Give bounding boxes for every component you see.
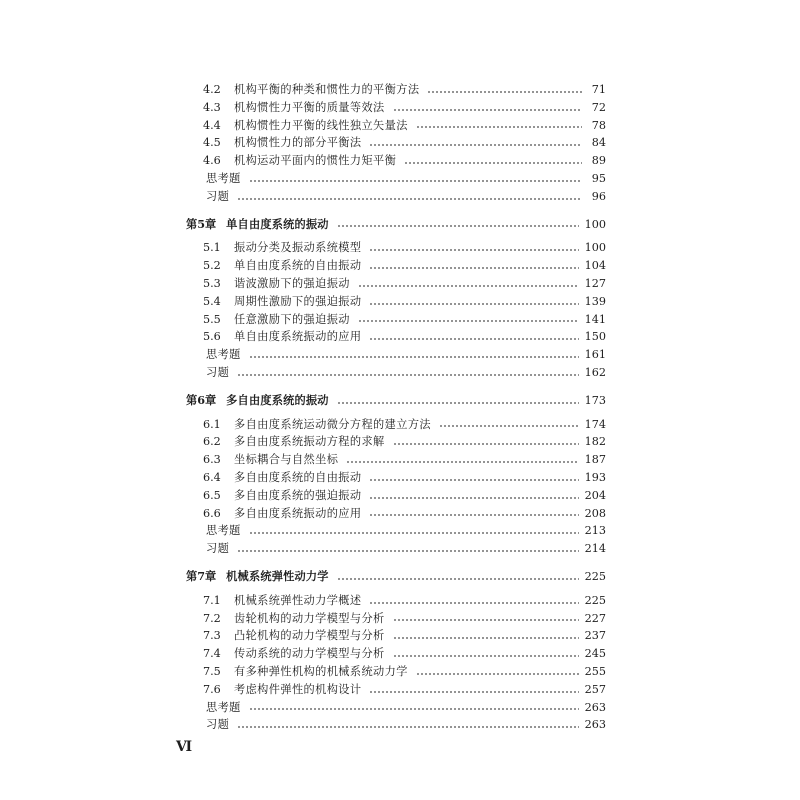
page-number: 225 — [584, 569, 606, 583]
toc-section-entry — [186, 663, 606, 681]
entry-title: 齿轮机构的动力学模型与分析 — [234, 611, 385, 625]
toc-section-entry — [186, 627, 606, 645]
entry-title: 思考题 — [206, 700, 241, 714]
entry-title: 机构惯性力的部分平衡法 — [234, 136, 362, 150]
page-number: 255 — [584, 664, 606, 678]
toc-chapter-heading — [186, 216, 606, 234]
entry-title: 振动分类及振动系统模型 — [234, 241, 362, 255]
page-number: 95 — [591, 171, 606, 185]
table-of-contents — [186, 81, 606, 734]
chapter-number: 第6章 — [186, 392, 217, 407]
toc-chapter-heading — [186, 392, 606, 410]
leader-dots — [427, 90, 582, 94]
toc-section-entry — [186, 451, 606, 469]
page-number: 141 — [584, 312, 606, 326]
page-number: 72 — [591, 100, 606, 114]
toc-section-entry — [186, 328, 606, 346]
leader-dots — [249, 179, 582, 183]
entry-title: 习题 — [206, 365, 230, 379]
entry-title: 考虑构件弹性的机构设计 — [234, 682, 362, 696]
leader-dots — [337, 577, 579, 581]
page-number: 150 — [584, 330, 606, 344]
section-number: 5.3 — [203, 276, 221, 290]
toc-exercise-entry — [186, 522, 606, 540]
toc-section-entry — [186, 592, 606, 610]
page-number: 162 — [584, 365, 606, 379]
section-number: 7.5 — [203, 664, 221, 678]
leader-dots — [369, 248, 578, 252]
chapter-number: 第5章 — [186, 216, 217, 231]
leader-dots — [237, 725, 578, 729]
section-number: 5.4 — [203, 294, 221, 308]
toc-section-entry — [186, 311, 606, 329]
toc-section-entry — [186, 275, 606, 293]
page-number: 263 — [584, 718, 606, 732]
leader-dots — [439, 424, 579, 428]
toc-exercise-entry — [186, 716, 606, 734]
toc-section-entry — [186, 610, 606, 628]
toc-section-entry — [186, 645, 606, 663]
toc-exercise-entry — [186, 540, 606, 558]
toc-section-entry — [186, 239, 606, 257]
leader-dots — [369, 690, 578, 694]
entry-title: 机构惯性力平衡的质量等效法 — [234, 100, 385, 114]
section-number: 5.5 — [203, 312, 221, 326]
entry-title: 谐波激励下的强迫振动 — [234, 276, 350, 290]
page-number: 257 — [584, 682, 606, 696]
page-number: 182 — [584, 435, 606, 449]
leader-dots — [369, 302, 578, 306]
leader-dots — [358, 284, 579, 288]
section-number: 4.5 — [203, 136, 221, 150]
section-number: 6.1 — [203, 417, 221, 431]
leader-dots — [337, 401, 579, 405]
leader-dots — [393, 442, 579, 446]
page-number: 127 — [584, 276, 606, 290]
entry-title: 周期性激励下的强迫振动 — [234, 294, 362, 308]
entry-title: 多自由度系统振动方程的求解 — [234, 435, 385, 449]
page-number: 187 — [584, 453, 606, 467]
toc-section-entry — [186, 416, 606, 434]
page-number: 263 — [584, 700, 606, 714]
section-number: 7.4 — [203, 647, 221, 661]
leader-dots — [416, 125, 582, 129]
entry-title: 有多种弹性机构的机械系统动力学 — [234, 664, 408, 678]
leader-dots — [346, 460, 578, 464]
toc-section-entry — [186, 505, 606, 523]
toc-exercise-entry — [186, 170, 606, 188]
section-number: 6.6 — [203, 506, 221, 520]
leader-dots — [358, 319, 579, 323]
toc-section-entry — [186, 134, 606, 152]
page-number: 100 — [584, 217, 606, 231]
section-number: 4.6 — [203, 154, 221, 168]
entry-title: 思考题 — [206, 524, 241, 538]
section-number: 6.2 — [203, 435, 221, 449]
toc-exercise-entry — [186, 188, 606, 206]
chapter-number: 第7章 — [186, 568, 217, 583]
entry-title: 习题 — [206, 718, 230, 732]
toc-exercise-entry — [186, 364, 606, 382]
page-number: 100 — [584, 241, 606, 255]
page-number: 161 — [584, 348, 606, 362]
toc-chapter-heading — [186, 568, 606, 586]
leader-dots — [393, 618, 579, 622]
section-number: 6.5 — [203, 488, 221, 502]
page-number: 89 — [591, 154, 606, 168]
page-number: 204 — [584, 488, 606, 502]
entry-title: 机构运动平面内的惯性力矩平衡 — [234, 154, 397, 168]
entry-title: 多自由度系统运动微分方程的建立方法 — [234, 417, 431, 431]
leader-dots — [237, 373, 578, 377]
entry-title: 单自由度系统的自由振动 — [234, 259, 362, 273]
page-number: 71 — [591, 83, 606, 96]
section-number: 4.3 — [203, 100, 221, 114]
entry-title: 机构惯性力平衡的线性独立矢量法 — [234, 118, 408, 132]
leader-dots — [369, 496, 578, 500]
entry-title: 习题 — [206, 542, 230, 556]
entry-title: 单自由度系统振动的应用 — [234, 330, 362, 344]
toc-section-entry — [186, 469, 606, 487]
page-number: 208 — [584, 506, 606, 520]
leader-dots — [369, 478, 578, 482]
entry-title: 思考题 — [206, 171, 241, 185]
chapter-title: 机械系统弹性动力学 — [226, 568, 329, 583]
page-number: 213 — [584, 524, 606, 538]
page-number: 237 — [584, 629, 606, 643]
entry-title: 多自由度系统振动的应用 — [234, 506, 362, 520]
leader-dots — [249, 707, 579, 711]
leader-dots — [237, 549, 578, 553]
entry-title: 思考题 — [206, 348, 241, 362]
section-number: 7.2 — [203, 611, 221, 625]
section-number: 5.6 — [203, 330, 221, 344]
section-number: 5.2 — [203, 259, 221, 273]
page-number: 78 — [591, 118, 606, 132]
section-number: 4.4 — [203, 118, 221, 132]
entry-title: 机械系统弹性动力学概述 — [234, 593, 362, 607]
toc-section-entry — [186, 293, 606, 311]
entry-title: 任意激励下的强迫振动 — [234, 312, 350, 326]
toc-exercise-entry — [186, 346, 606, 364]
leader-dots — [404, 161, 582, 165]
page-number: 139 — [584, 294, 606, 308]
entry-title: 多自由度系统的强迫振动 — [234, 488, 362, 502]
toc-section-entry — [186, 117, 606, 135]
toc-section-entry — [186, 99, 606, 117]
toc-section-entry — [186, 681, 606, 699]
page-number: 225 — [584, 593, 606, 607]
section-number: 4.2 — [203, 83, 221, 96]
page-number: 214 — [584, 542, 606, 556]
section-number: 6.3 — [203, 453, 221, 467]
section-number: 7.3 — [203, 629, 221, 643]
leader-dots — [393, 108, 582, 112]
leader-dots — [369, 513, 578, 517]
leader-dots — [369, 337, 578, 341]
toc-exercise-entry — [186, 699, 606, 717]
leader-dots — [237, 197, 582, 201]
leader-dots — [369, 601, 578, 605]
entry-title: 多自由度系统的自由振动 — [234, 470, 362, 484]
section-number: 7.1 — [203, 593, 221, 607]
section-number: 6.4 — [203, 470, 221, 484]
entry-title: 坐标耦合与自然坐标 — [234, 453, 339, 467]
chapter-title: 单自由度系统的振动 — [226, 216, 329, 231]
section-number: 5.1 — [203, 241, 221, 255]
entry-title: 传动系统的动力学模型与分析 — [234, 647, 385, 661]
chapter-title: 多自由度系统的振动 — [226, 392, 329, 407]
page-number: 174 — [584, 417, 606, 431]
section-number: 7.6 — [203, 682, 221, 696]
page-number: 173 — [584, 393, 606, 407]
toc-section-entry — [186, 257, 606, 275]
entry-title: 凸轮机构的动力学模型与分析 — [234, 629, 385, 643]
leader-dots — [369, 143, 582, 147]
leader-dots — [249, 355, 579, 359]
page-number: 104 — [584, 259, 606, 273]
leader-dots — [337, 224, 579, 228]
leader-dots — [249, 531, 579, 535]
page-number: 96 — [591, 189, 606, 203]
toc-section-entry — [186, 487, 606, 505]
toc-section-entry — [186, 433, 606, 451]
folio-page-number: Ⅵ — [176, 739, 193, 755]
page-number: 84 — [591, 136, 606, 150]
page-number: 193 — [584, 470, 606, 484]
leader-dots — [416, 672, 579, 676]
entry-title: 习题 — [206, 189, 230, 203]
page-number: 227 — [584, 611, 606, 625]
leader-dots — [393, 636, 579, 640]
toc-section-entry — [186, 152, 606, 170]
leader-dots — [393, 654, 579, 658]
page-number: 245 — [584, 647, 606, 661]
toc-section-entry — [186, 81, 606, 99]
leader-dots — [369, 266, 578, 270]
entry-title: 机构平衡的种类和惯性力的平衡方法 — [234, 83, 420, 96]
